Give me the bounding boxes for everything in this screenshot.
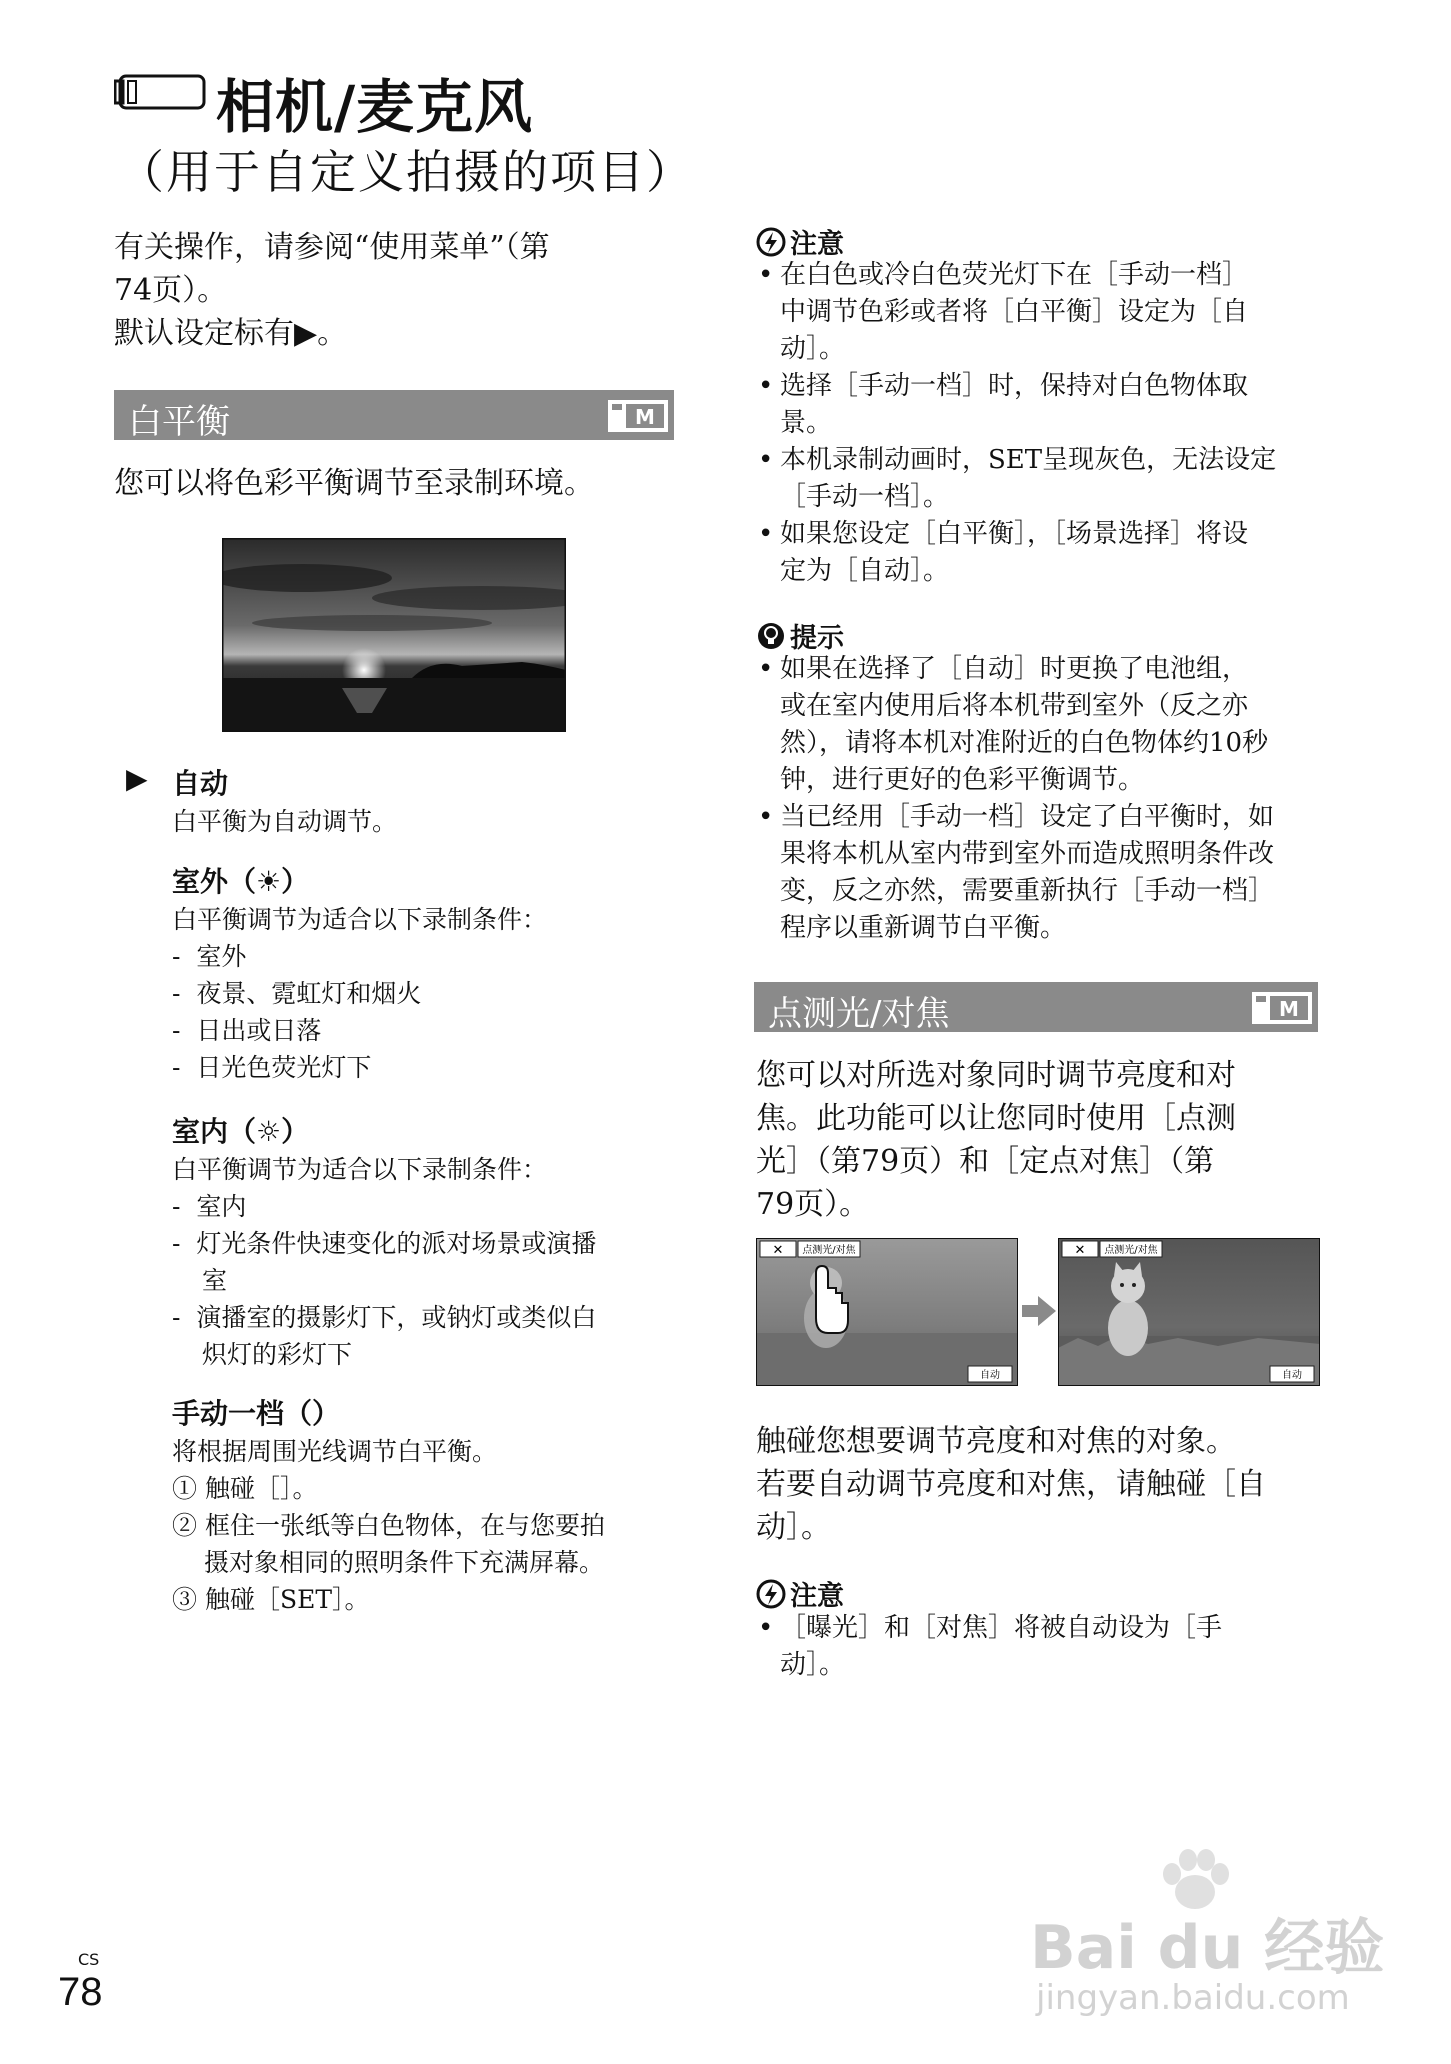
- caution-heading: 注意: [756, 222, 844, 261]
- manual-mode-icon: [608, 400, 668, 432]
- step-item: ② 框住一张纸等白色物体，在与您要拍: [172, 1511, 605, 1540]
- option-auto-desc: 白平衡为自动调节。: [172, 807, 398, 836]
- svg-text:自动: 自动: [980, 1370, 1000, 1381]
- tip-line: 然），请将本机对准附近的白色物体约10秒: [780, 728, 1269, 758]
- tips-icon: [756, 621, 786, 651]
- svg-text:点测光/对焦: 点测光/对焦: [1104, 1245, 1158, 1256]
- section-spot-meter-focus: [754, 982, 1318, 1032]
- tip-line: • 当已经用［手动一档］设定了白平衡时，如: [758, 802, 1275, 832]
- list-item: - 日出或日落: [172, 1016, 322, 1045]
- note-line: • 如果您设定［白平衡］，［场景选择］将设: [758, 519, 1249, 549]
- manual-mode-icon: [1252, 992, 1312, 1024]
- svg-text:自动: 自动: [1282, 1370, 1302, 1381]
- note-line: • ［曝光］和［对焦］将被自动设为［手: [758, 1613, 1223, 1643]
- list-item: - 室外: [172, 942, 247, 971]
- step-item: ③ 触碰［SET］。: [172, 1585, 370, 1614]
- list-item: 室: [202, 1266, 228, 1295]
- svg-text:M: M: [635, 405, 655, 429]
- option-indoor-title: 室内（☼）: [172, 1115, 310, 1148]
- caution-heading: 注意: [756, 1574, 844, 1613]
- svg-text:✕: ✕: [772, 1243, 784, 1258]
- section-white-balance: [114, 390, 674, 440]
- option-indoor-desc: 白平衡调节为适合以下录制条件：: [172, 1155, 548, 1184]
- tip-line: • 如果在选择了［自动］时更换了电池组，: [758, 654, 1249, 684]
- camera-mic-icon: [114, 72, 212, 112]
- caution-icon: [756, 1579, 786, 1609]
- arrow-right-icon: [1022, 1296, 1056, 1326]
- svg-text:✕: ✕: [1074, 1243, 1086, 1258]
- tip-line: 或在室内使用后将本机带到室外（反之亦: [780, 691, 1249, 721]
- touch-screen-before: [756, 1238, 1018, 1386]
- svg-text:点测光/对焦: 点测光/对焦: [802, 1245, 856, 1256]
- note-line: 定为［自动］。: [780, 556, 950, 586]
- tip-line: 钟，进行更好的色彩平衡调节。: [780, 765, 1145, 795]
- option-manual-desc: 将根据周围光线调节白平衡。: [172, 1437, 498, 1466]
- intro-text: 有关操作，请参阅“使用菜单”（第 74页）。 默认设定标有▶。: [114, 230, 550, 351]
- note-line: ［手动一档］。: [780, 482, 950, 512]
- tip-line: 变，反之亦然，需要重新执行［手动一档］: [780, 876, 1275, 906]
- spot-after-text: 触碰您想要调节亮度和对焦的对象。 若要自动调节亮度和对焦，请触碰［自 动］。: [756, 1424, 1266, 1545]
- watermark-brand: Bai du 经验: [1030, 1913, 1385, 1983]
- touch-screen-after: [1058, 1238, 1320, 1386]
- spot-description: 您可以对所选对象同时调节亮度和对 焦。此功能可以让您同时使用［点测 光］（第79页）和［定点对焦］（第 79页）。: [756, 1058, 1236, 1222]
- note-line: • 在白色或冷白色荧光灯下在［手动一档］: [758, 260, 1249, 290]
- page-title: 相机/麦克风: [216, 73, 534, 141]
- page-subtitle: （用于自定义拍摄的项目）: [118, 145, 694, 199]
- list-item: - 灯光条件快速变化的派对场景或演播: [172, 1229, 597, 1258]
- section-title: 点测光/对焦: [768, 994, 950, 1034]
- list-item: - 夜景、霓虹灯和烟火: [172, 979, 422, 1008]
- note-line: 中调节色彩或者将［白平衡］设定为［自: [780, 297, 1249, 327]
- tips-heading: 提示: [756, 616, 844, 655]
- option-manual-title: 手动一档（）: [172, 1397, 341, 1430]
- list-item: 炽灯的彩灯下: [202, 1340, 353, 1369]
- step-item: ① 触碰［］。: [172, 1474, 318, 1503]
- tip-line: 程序以重新调节白平衡。: [780, 913, 1067, 943]
- list-item: - 日光色荧光灯下: [172, 1053, 372, 1082]
- language-code: CS: [78, 1950, 100, 1969]
- note-line: 景。: [780, 408, 833, 438]
- option-auto-title: 自动: [172, 767, 229, 800]
- list-item: - 室内: [172, 1192, 247, 1221]
- list-item: - 演播室的摄影灯下，或钠灯或类似白: [172, 1303, 597, 1332]
- auto-default-marker: ▶: [126, 762, 148, 795]
- option-outdoor-title: 室外（☀）: [172, 865, 310, 898]
- note-line: 动］。: [780, 334, 846, 364]
- svg-text:M: M: [1279, 997, 1299, 1021]
- watermark-url: jingyan.baidu.com: [1036, 1978, 1350, 2018]
- note-line: • 选择［手动一档］时，保持对白色物体取: [758, 371, 1249, 401]
- note-line: • 本机录制动画时，SET呈现灰色，无法设定: [758, 445, 1277, 475]
- page-number: 78: [58, 1970, 103, 2014]
- wb-description: 您可以将色彩平衡调节至录制环境。: [114, 466, 594, 501]
- section-title: 白平衡: [128, 402, 230, 442]
- caution-icon: [756, 227, 786, 257]
- sunset-photo: [222, 538, 566, 732]
- tip-line: 果将本机从室内带到室外而造成照明条件改: [780, 839, 1275, 869]
- option-outdoor-desc: 白平衡调节为适合以下录制条件：: [172, 905, 548, 934]
- step-item: 摄对象相同的照明条件下充满屏幕。: [204, 1548, 605, 1577]
- note-line: 动］。: [780, 1650, 846, 1680]
